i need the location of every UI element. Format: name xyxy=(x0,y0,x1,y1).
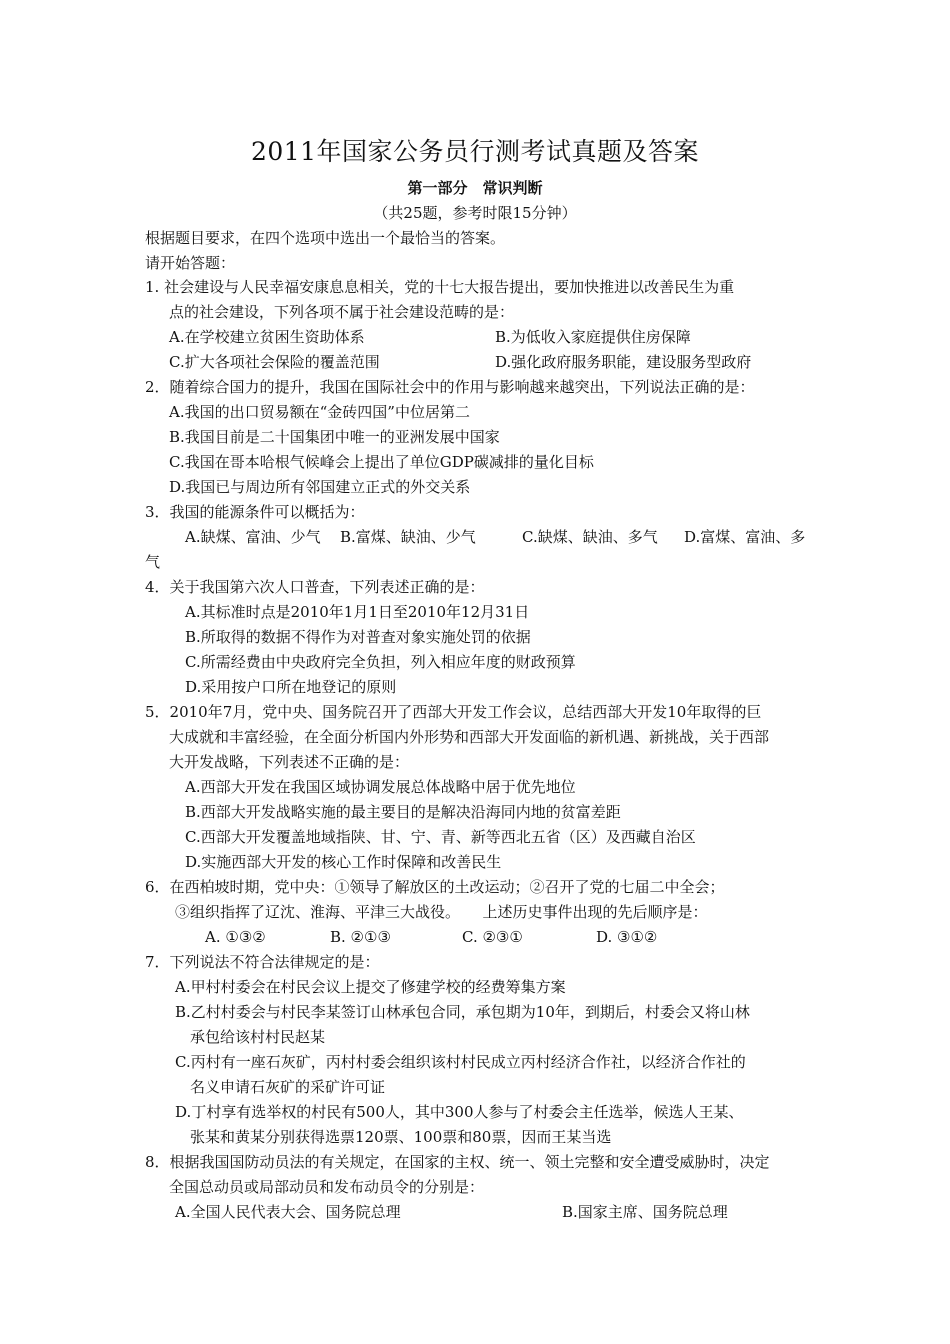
question-3-option-c: C.缺煤、缺油、多气 xyxy=(522,528,658,546)
question-7-option-d: D.丁村享有选举权的村民有500人，其中300人参与了村委会主任选举，候选人王某、 xyxy=(175,1103,744,1121)
question-7-stem: 7．下列说法不符合法律规定的是： xyxy=(145,953,380,971)
question-7-option-d-continued: 张某和黄某分别获得选票120票、100票和80票，因而王某当选 xyxy=(190,1128,612,1146)
question-6-option-c: C. ②③① xyxy=(462,928,523,946)
question-2-option-c: C.我国在哥本哈根气候峰会上提出了单位GDP碳减排的量化目标 xyxy=(169,453,594,471)
question-1-option-b: B.为低收入家庭提供住房保障 xyxy=(495,328,691,346)
question-1-stem: 点的社会建设，下列各项不属于社会建设范畴的是： xyxy=(169,303,515,321)
section-note: （共25题，参考时限15分钟） xyxy=(373,204,577,222)
question-4-option-d: D.采用按户口所在地登记的原则 xyxy=(185,678,397,696)
question-3-option-d: D.富煤、富油、多 xyxy=(684,528,806,546)
question-7-option-b-continued: 承包给该村村民赵某 xyxy=(190,1028,326,1046)
section-heading: 第一部分 常识判断 xyxy=(407,179,543,197)
document-title: 2011年国家公务员行测考试真题及答案 xyxy=(250,137,700,166)
question-7-option-a: A.甲村村委会在村民会议上提交了修建学校的经费筹集方案 xyxy=(175,978,566,996)
question-2-stem: 2．随着综合国力的提升，我国在国际社会中的作用与影响越来越突出，下列说法正确的是： xyxy=(145,378,755,396)
question-6-option-a: A. ①③② xyxy=(205,928,266,946)
question-4-option-c: C.所需经费由中央政府完全负担，列入相应年度的财政预算 xyxy=(185,653,576,671)
question-8-stem: 8．根据我国国防动员法的有关规定，在国家的主权、统一、领土完整和安全遭受威胁时，决定 xyxy=(145,1153,770,1171)
question-6-option-b: B. ②①③ xyxy=(330,928,391,946)
question-3-option-b: B.富煤、缺油、少气 xyxy=(340,528,476,546)
question-4-option-a: A.其标准时点是2010年1月1日至2010年12月31日 xyxy=(185,603,530,621)
question-8-option-a: A.全国人民代表大会、国务院总理 xyxy=(175,1203,401,1221)
question-5-option-a: A.西部大开发在我国区域协调发展总体战略中居于优先地位 xyxy=(185,778,576,796)
question-2-option-a: A.我国的出口贸易额在“金砖四国”中位居第二 xyxy=(169,403,470,421)
question-1-option-d: D.强化政府服务职能，建设服务型政府 xyxy=(495,353,752,371)
question-4-option-b: B.所取得的数据不得作为对普查对象实施处罚的依据 xyxy=(185,628,531,646)
question-8-option-b: B.国家主席、国务院总理 xyxy=(562,1203,728,1221)
question-6-stem: ③组织指挥了辽沈、淮海、平津三大战役。 上述历史事件出现的先后顺序是： xyxy=(175,903,708,921)
question-4-stem: 4．关于我国第六次人口普查，下列表述正确的是： xyxy=(145,578,485,596)
question-8-stem: 全国总动员或局部动员和发布动员令的分别是： xyxy=(169,1178,485,1196)
question-2-option-b: B.我国目前是二十国集团中唯一的亚洲发展中国家 xyxy=(169,428,500,446)
question-5-stem: 5．2010年7月，党中央、国务院召开了西部大开发工作会议，总结西部大开发10年取得的巨 xyxy=(145,703,762,721)
question-7-option-b: B.乙村村委会与村民李某签订山林承包合同，承包期为10年，到期后，村委会又将山林 xyxy=(175,1003,750,1021)
question-3-option-d-continued: 气 xyxy=(145,553,161,571)
question-6-option-d: D. ③①② xyxy=(596,928,658,946)
question-7-option-c: C.丙村有一座石灰矿，丙村村委会组织该村村民成立丙村经济合作社，以经济合作社的 xyxy=(175,1053,746,1071)
question-6-stem: 6．在西柏坡时期，党中央：①领导了解放区的土改运动；②召开了党的七届二中全会； xyxy=(145,878,725,896)
question-1-stem: 1. 社会建设与人民幸福安康息息相关，党的十七大报告提出，要加快推进以改善民生为重 xyxy=(145,278,735,296)
question-5-option-c: C.西部大开发覆盖地域指陕、甘、宁、青、新等西北五省（区）及西藏自治区 xyxy=(185,828,696,846)
question-5-option-d: D.实施西部大开发的核心工作时保障和改善民生 xyxy=(185,853,502,871)
question-2-option-d: D.我国已与周边所有邻国建立正式的外交关系 xyxy=(169,478,471,496)
instructions-line: 根据题目要求，在四个选项中选出一个最恰当的答案。 xyxy=(145,229,506,247)
question-5-option-b: B.西部大开发战略实施的最主要目的是解决沿海同内地的贫富差距 xyxy=(185,803,621,821)
instructions-line: 请开始答题： xyxy=(145,254,236,272)
question-1-option-a: A.在学校建立贫困生资助体系 xyxy=(169,328,365,346)
question-3-stem: 3．我国的能源条件可以概括为： xyxy=(145,503,365,521)
question-7-option-c-continued: 名义申请石灰矿的采矿许可证 xyxy=(190,1078,386,1096)
question-1-option-c: C.扩大各项社会保险的覆盖范围 xyxy=(169,353,380,371)
question-5-stem: 大开发战略，下列表述不正确的是： xyxy=(169,753,410,771)
question-5-stem: 大成就和丰富经验，在全面分析国内外形势和西部大开发面临的新机遇、新挑战，关于西部 xyxy=(169,728,770,746)
question-3-option-a: A.缺煤、富油、少气 xyxy=(185,528,321,546)
